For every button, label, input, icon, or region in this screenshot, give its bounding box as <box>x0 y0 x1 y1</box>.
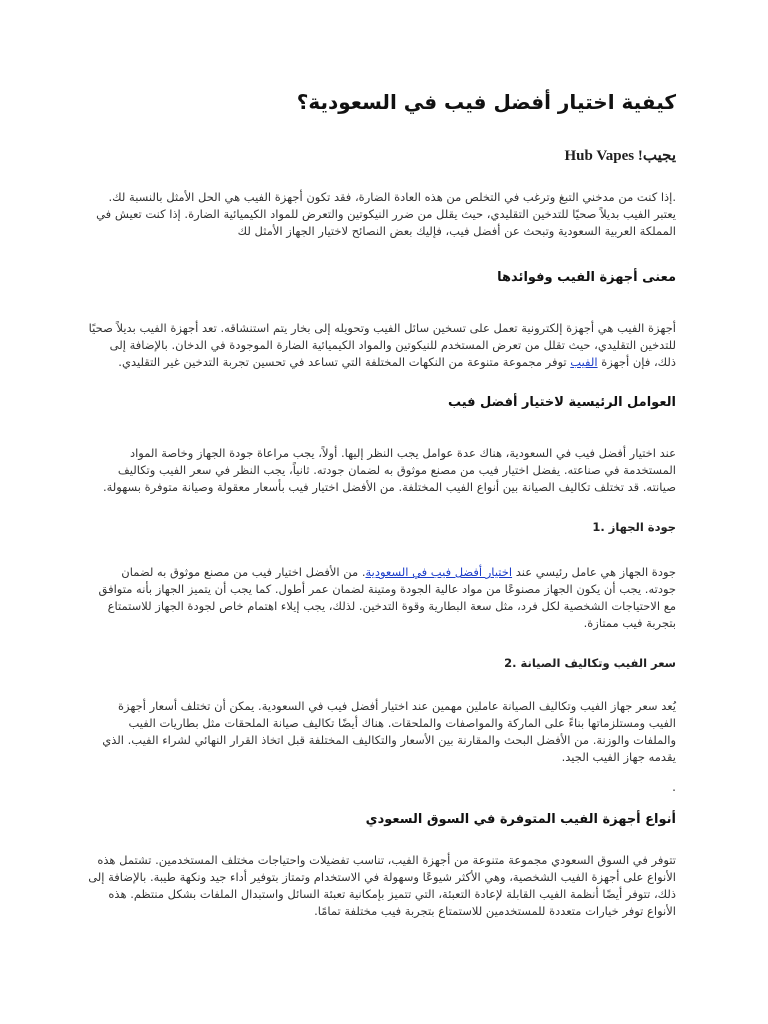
page-title: كيفية اختيار أفضل فيب في السعودية؟ <box>296 90 676 114</box>
section-factors-paragraph: عند اختيار أفضل فيب في السعودية، هناك عدة عوامل يجب النظر إليها. أولاً، يجب مراعاة جودة الجهاز وخاصة المواد المستخدمة في صناعته. يفضل اختيار فيب من مصنع موثوق به لضمان جودته. ثانياً، يجب النظر في سعر الفيب وتكاليف صيانته. قد تختلف تكاليف الصيانة بين أنواع الفيب المختلفة. من الأفضل اختيار فيب بأسعار معقولة وصيانة متوفرة بسهولة. <box>102 446 676 494</box>
section-meaning-paragraph <box>88 320 676 371</box>
device-quality-paragraph <box>88 564 676 632</box>
best-vape-saudi-link[interactable]: اختيار أفضل فيب في السعودية <box>365 565 513 579</box>
section-heading-types: أنواع أجهزة الفيب المتوفرة في السوق السعودي <box>365 812 676 827</box>
section-heading-meaning: معنى أجهزة الفيب وفوائدها <box>497 270 676 285</box>
subheading-price-maintenance: سعر الفيب وتكاليف الصيانة .2 <box>504 656 676 670</box>
text-segment: جودة الجهاز هي عامل رئيسي عند <box>512 565 676 579</box>
subheading-device-quality: جودة الجهاز .1 <box>592 520 676 534</box>
stray-period: . <box>672 780 676 794</box>
intro-paragraph: .إذا كنت من مدخني التبغ وترغب في التخلص من هذه العادة الضارة، فقد تكون أجهزة الفيب هي الحل الأمثل بالنسبة لك. يعتبر الفيب بديلاً صحيًا للتدخين التقليدي، حيث يقلل من ضرر النيكوتين والتعرض للمواد الكيميائية الضارة. إذا كنت تعيش في المملكة العربية السعودية وتبحث عن أفضل فيب، فإليك بعض النصائح لاختيار الجهاز الأمثل لك <box>96 190 676 238</box>
section-types-paragraph: تتوفر في السوق السعودي مجموعة متنوعة من أجهزة الفيب، تناسب تفضيلات واحتياجات مختلف المستخدمين. تشتمل هذه الأنواع على أجهزة الفيب الشخصية، وهي الأكثر شيوعًا وسهولة في الاستخدام وتمتاز بتوفير أداء جيد ونكهة طيبة. بالإضافة إلى ذلك، تتوفر أيضًا أنظمة الفيب القابلة لإعادة التعبئة، التي تتميز بإمكانية تعبئة السائل واستبدال الملفات بشكل منتظم. هذه الأنواع توفر خيارات متعددة للمستخدمين للاستمتاع بتجربة فيب مختلفة تمامًا. <box>88 853 676 918</box>
text-segment: توفر مجموعة متنوعة من النكهات المختلفة التي تساعد في تحسين تجربة التدخين غير التقليدي. <box>118 355 571 369</box>
text-segment: . من الأفضل اختيار فيب من مصنع موثوق به لضمان جودته. يجب أن يكون الجهاز مصنوعًا من مواد عالية الجودة ومتينة لضمان عمر أطول. كما يجب أن يتميز الجهاز بأنه متوافق مع الاحتياجات الشخصية لكل فرد، مثل سعة البطارية وقوة التدخين. لذلك، يجب إيلاء اهتمام خاص لجودة الجهاز للاستمتاع بتجربة فيب ممتازة. <box>98 565 676 630</box>
price-maintenance-paragraph: يُعد سعر جهاز الفيب وتكاليف الصيانة عاملين مهمين عند اختيار أفضل فيب في السعودية. يمكن أن تختلف أسعار أجهزة الفيب ومستلزماتها بناءً على الماركة والمواصفات والملحقات. هناك أيضًا تكاليف صيانة الملحقات مثل بطاريات الفيب والملفات والوزنة. من الأفضل البحث والمقارنة بين الأسعار والتكاليف المختلفة قبل اتخاذ القرار النهائي لشراء الفيب. الذي يقدمه جهاز الفيب الجيد. <box>102 699 676 764</box>
text-segment: أجهزة الفيب هي أجهزة إلكترونية تعمل على تسخين سائل الفيب وتحويله إلى بخار يتم استنشاقه. تعد أجهزة الفيب بديلاً صحيًا للتدخين التقليدي، حيث تقلل من تعرض المستخدم للنيكوتين والمواد الكيميائية الضارة الموجودة في الدخان. بالإضافة إلى ذلك، فإن أجهزة <box>88 321 676 369</box>
section-heading-factors: العوامل الرئيسية لاختيار أفضل فيب <box>447 395 676 410</box>
vape-link[interactable]: الفيب <box>570 355 598 369</box>
brand-line: Hub Vapes !يجيب <box>564 148 676 164</box>
